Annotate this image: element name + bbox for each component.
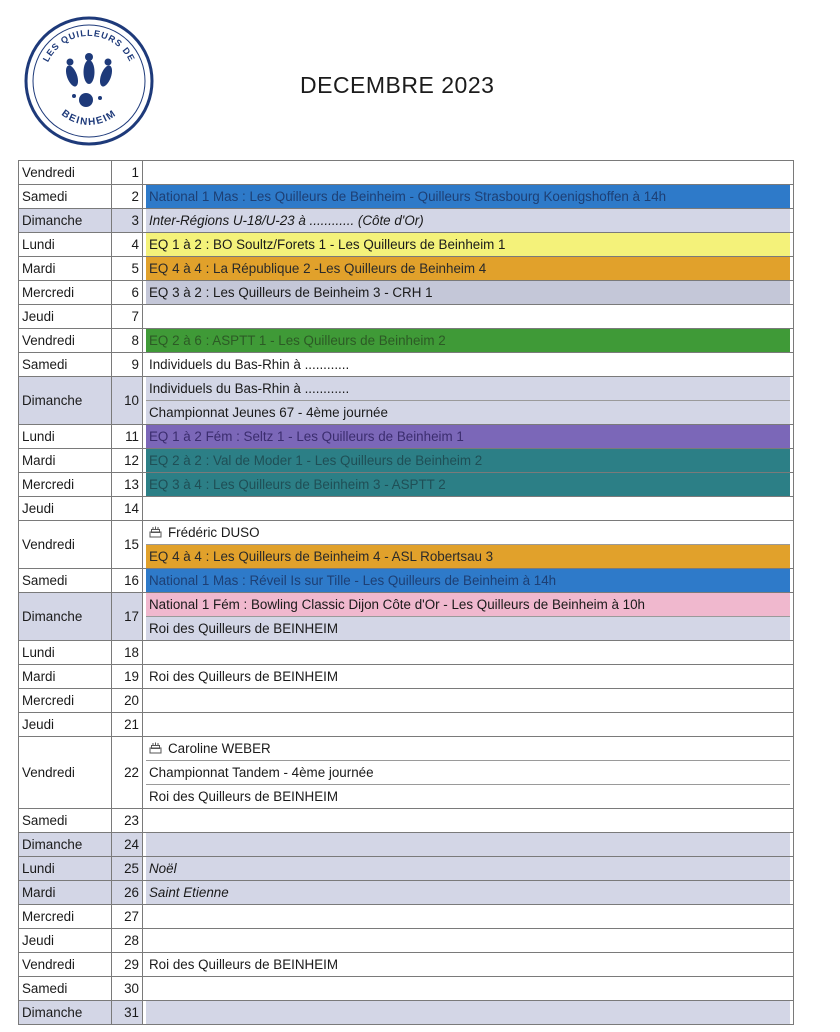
day-number: 7 bbox=[112, 305, 143, 329]
calendar-row bbox=[19, 353, 794, 377]
calendar-row bbox=[19, 233, 794, 257]
event-text: EQ 3 à 2 : Les Quilleurs de Beinheim 3 - CRH 1 bbox=[149, 285, 433, 300]
day-name: Samedi bbox=[19, 353, 112, 377]
day-number: 20 bbox=[112, 689, 143, 713]
event-text: Saint Etienne bbox=[149, 885, 229, 900]
event-line bbox=[146, 185, 790, 208]
event-line bbox=[146, 737, 790, 760]
events-cell bbox=[143, 497, 794, 521]
event-text: EQ 4 à 4 : La République 2 -Les Quilleurs de Beinheim 4 bbox=[149, 261, 487, 276]
calendar-row bbox=[19, 257, 794, 281]
day-number: 10 bbox=[112, 377, 143, 425]
event-line bbox=[146, 760, 790, 784]
empty-event-line bbox=[146, 689, 790, 712]
calendar-row bbox=[19, 857, 794, 881]
day-name: Dimanche bbox=[19, 593, 112, 641]
day-number: 24 bbox=[112, 833, 143, 857]
logo-bottom-text: BEINHEIM bbox=[59, 107, 119, 129]
club-logo-graphic bbox=[22, 14, 156, 148]
events-cell bbox=[143, 977, 794, 1001]
calendar-row bbox=[19, 449, 794, 473]
events-cell bbox=[143, 425, 794, 449]
day-name: Vendredi bbox=[19, 329, 112, 353]
empty-event-line bbox=[146, 641, 790, 664]
event-line bbox=[146, 881, 790, 904]
calendar-row bbox=[19, 737, 794, 809]
calendar-row bbox=[19, 473, 794, 497]
events-cell bbox=[143, 665, 794, 689]
events-cell bbox=[143, 1001, 794, 1025]
event-text: EQ 3 à 4 : Les Quilleurs de Beinheim 3 - ASPTT 2 bbox=[149, 477, 446, 492]
day-name: Mercredi bbox=[19, 905, 112, 929]
event-line bbox=[146, 209, 790, 232]
calendar-row bbox=[19, 665, 794, 689]
event-line bbox=[146, 473, 790, 496]
event-text: EQ 4 à 4 : Les Quilleurs de Beinheim 4 - ASL Robertsau 3 bbox=[149, 549, 494, 564]
event-line bbox=[146, 569, 790, 592]
event-text: Individuels du Bas-Rhin à ............ bbox=[149, 357, 350, 372]
calendar-row bbox=[19, 425, 794, 449]
calendar-row bbox=[19, 593, 794, 641]
calendar-row bbox=[19, 497, 794, 521]
day-number: 15 bbox=[112, 521, 143, 569]
calendar-row bbox=[19, 689, 794, 713]
day-number: 30 bbox=[112, 977, 143, 1001]
events-cell bbox=[143, 929, 794, 953]
calendar-row bbox=[19, 881, 794, 905]
day-name: Dimanche bbox=[19, 377, 112, 425]
events-cell bbox=[143, 209, 794, 233]
day-name: Vendredi bbox=[19, 161, 112, 185]
event-line bbox=[146, 281, 790, 304]
event-line bbox=[146, 521, 790, 544]
event-line bbox=[146, 377, 790, 400]
events-cell bbox=[143, 737, 794, 809]
calendar-row bbox=[19, 161, 794, 185]
event-text: Roi des Quilleurs de BEINHEIM bbox=[149, 789, 339, 804]
events-cell bbox=[143, 329, 794, 353]
day-name: Mercredi bbox=[19, 473, 112, 497]
events-cell bbox=[143, 377, 794, 425]
event-text: Roi des Quilleurs de BEINHEIM bbox=[149, 957, 339, 972]
day-number: 5 bbox=[112, 257, 143, 281]
day-number: 29 bbox=[112, 953, 143, 977]
day-name: Samedi bbox=[19, 569, 112, 593]
event-line bbox=[146, 257, 790, 280]
day-number: 23 bbox=[112, 809, 143, 833]
calendar-row bbox=[19, 209, 794, 233]
events-cell bbox=[143, 353, 794, 377]
event-line bbox=[146, 233, 790, 256]
calendar-row bbox=[19, 1001, 794, 1025]
day-number: 3 bbox=[112, 209, 143, 233]
day-number: 16 bbox=[112, 569, 143, 593]
events-cell bbox=[143, 641, 794, 665]
event-line bbox=[146, 329, 790, 352]
calendar-row bbox=[19, 713, 794, 737]
day-name: Mardi bbox=[19, 665, 112, 689]
logo-top-text: LES QUILLEURS DE bbox=[40, 27, 138, 64]
events-cell bbox=[143, 569, 794, 593]
empty-event-line bbox=[146, 305, 790, 328]
calendar-row bbox=[19, 977, 794, 1001]
event-text: EQ 2 à 2 : Val de Moder 1 - Les Quilleurs de Beinheim 2 bbox=[149, 453, 483, 468]
events-cell bbox=[143, 905, 794, 929]
calendar-table bbox=[18, 160, 794, 1025]
day-name: Lundi bbox=[19, 857, 112, 881]
day-number: 17 bbox=[112, 593, 143, 641]
day-name: Samedi bbox=[19, 185, 112, 209]
day-number: 25 bbox=[112, 857, 143, 881]
birthday-cake-icon bbox=[149, 522, 162, 534]
event-text: Championnat Tandem - 4ème journée bbox=[149, 765, 374, 780]
event-line bbox=[146, 616, 790, 640]
event-line bbox=[146, 953, 790, 976]
day-name: Lundi bbox=[19, 641, 112, 665]
day-name: Jeudi bbox=[19, 929, 112, 953]
day-name: Samedi bbox=[19, 809, 112, 833]
day-number: 6 bbox=[112, 281, 143, 305]
day-name: Mardi bbox=[19, 449, 112, 473]
calendar-row bbox=[19, 641, 794, 665]
calendar-row bbox=[19, 905, 794, 929]
events-cell bbox=[143, 257, 794, 281]
day-number: 18 bbox=[112, 641, 143, 665]
calendar-row bbox=[19, 305, 794, 329]
event-line bbox=[146, 665, 790, 688]
event-text: Inter-Régions U-18/U-23 à ............ (Côte d'Or) bbox=[149, 213, 424, 228]
day-number: 31 bbox=[112, 1001, 143, 1025]
empty-event-line bbox=[146, 161, 790, 184]
day-number: 11 bbox=[112, 425, 143, 449]
events-cell bbox=[143, 449, 794, 473]
event-text: Noël bbox=[149, 861, 177, 876]
event-line bbox=[146, 784, 790, 808]
events-cell bbox=[143, 161, 794, 185]
day-name: Vendredi bbox=[19, 737, 112, 809]
events-cell bbox=[143, 953, 794, 977]
event-text: Roi des Quilleurs de BEINHEIM bbox=[149, 621, 339, 636]
day-number: 19 bbox=[112, 665, 143, 689]
day-number: 1 bbox=[112, 161, 143, 185]
day-name: Mercredi bbox=[19, 689, 112, 713]
day-name: Dimanche bbox=[19, 833, 112, 857]
event-text: EQ 2 à 6 : ASPTT 1 - Les Quilleurs de Beinheim 2 bbox=[149, 333, 446, 348]
day-number: 26 bbox=[112, 881, 143, 905]
events-cell bbox=[143, 185, 794, 209]
day-number: 8 bbox=[112, 329, 143, 353]
day-number: 21 bbox=[112, 713, 143, 737]
event-text: National 1 Fém : Bowling Classic Dijon Côte d'Or - Les Quilleurs de Beinheim à 10h bbox=[149, 597, 646, 612]
empty-event-line bbox=[146, 929, 790, 952]
events-cell bbox=[143, 833, 794, 857]
events-cell bbox=[143, 881, 794, 905]
events-cell bbox=[143, 857, 794, 881]
event-line bbox=[146, 400, 790, 424]
event-text: National 1 Mas : Réveil Is sur Tille - Les Quilleurs de Beinheim à 14h bbox=[149, 573, 557, 588]
empty-event-line bbox=[146, 713, 790, 736]
event-text: Individuels du Bas-Rhin à ............ bbox=[149, 381, 350, 396]
events-cell bbox=[143, 593, 794, 641]
day-number: 22 bbox=[112, 737, 143, 809]
event-text: National 1 Mas : Les Quilleurs de Beinheim - Quilleurs Strasbourg Koenigshoffen à 14h bbox=[149, 189, 667, 204]
day-name: Lundi bbox=[19, 425, 112, 449]
day-name: Vendredi bbox=[19, 521, 112, 569]
events-cell bbox=[143, 281, 794, 305]
calendar-row bbox=[19, 809, 794, 833]
event-text: Caroline WEBER bbox=[168, 741, 271, 756]
birthday-cake-icon bbox=[149, 738, 162, 750]
empty-event-line bbox=[146, 905, 790, 928]
empty-event-line bbox=[146, 497, 790, 520]
calendar-row bbox=[19, 953, 794, 977]
calendar-row bbox=[19, 329, 794, 353]
event-line bbox=[146, 544, 790, 568]
events-cell bbox=[143, 521, 794, 569]
event-text: EQ 1 à 2 : BO Soultz/Forets 1 - Les Quilleurs de Beinheim 1 bbox=[149, 237, 506, 252]
day-name: Jeudi bbox=[19, 497, 112, 521]
event-line bbox=[146, 353, 790, 376]
day-name: Mercredi bbox=[19, 281, 112, 305]
empty-event-line bbox=[146, 1001, 790, 1024]
day-number: 14 bbox=[112, 497, 143, 521]
empty-event-line bbox=[146, 977, 790, 1000]
page-title: DECEMBRE 2023 bbox=[300, 72, 495, 98]
events-cell bbox=[143, 233, 794, 257]
day-name: Samedi bbox=[19, 977, 112, 1001]
events-cell bbox=[143, 689, 794, 713]
day-name: Dimanche bbox=[19, 209, 112, 233]
calendar-row bbox=[19, 569, 794, 593]
calendar-row bbox=[19, 929, 794, 953]
day-number: 9 bbox=[112, 353, 143, 377]
day-number: 4 bbox=[112, 233, 143, 257]
event-line bbox=[146, 857, 790, 880]
day-number: 12 bbox=[112, 449, 143, 473]
club-logo bbox=[22, 14, 156, 148]
day-name: Lundi bbox=[19, 233, 112, 257]
event-text: Roi des Quilleurs de BEINHEIM bbox=[149, 669, 339, 684]
events-cell bbox=[143, 713, 794, 737]
day-number: 2 bbox=[112, 185, 143, 209]
event-line bbox=[146, 425, 790, 448]
day-number: 28 bbox=[112, 929, 143, 953]
calendar-row bbox=[19, 377, 794, 425]
day-number: 27 bbox=[112, 905, 143, 929]
day-number: 13 bbox=[112, 473, 143, 497]
calendar-row bbox=[19, 185, 794, 209]
day-name: Mardi bbox=[19, 881, 112, 905]
event-line bbox=[146, 593, 790, 616]
calendar-row bbox=[19, 521, 794, 569]
event-text: Frédéric DUSO bbox=[168, 525, 260, 540]
day-name: Mardi bbox=[19, 257, 112, 281]
day-name: Dimanche bbox=[19, 1001, 112, 1025]
event-text: EQ 1 à 2 Fém : Seltz 1 - Les Quilleurs de Beinheim 1 bbox=[149, 429, 464, 444]
calendar-row bbox=[19, 833, 794, 857]
day-name: Vendredi bbox=[19, 953, 112, 977]
calendar-row bbox=[19, 281, 794, 305]
day-name: Jeudi bbox=[19, 305, 112, 329]
event-text: Championnat Jeunes 67 - 4ème journée bbox=[149, 405, 388, 420]
events-cell bbox=[143, 305, 794, 329]
events-cell bbox=[143, 473, 794, 497]
empty-event-line bbox=[146, 809, 790, 832]
day-name: Jeudi bbox=[19, 713, 112, 737]
event-line bbox=[146, 449, 790, 472]
events-cell bbox=[143, 809, 794, 833]
empty-event-line bbox=[146, 833, 790, 856]
